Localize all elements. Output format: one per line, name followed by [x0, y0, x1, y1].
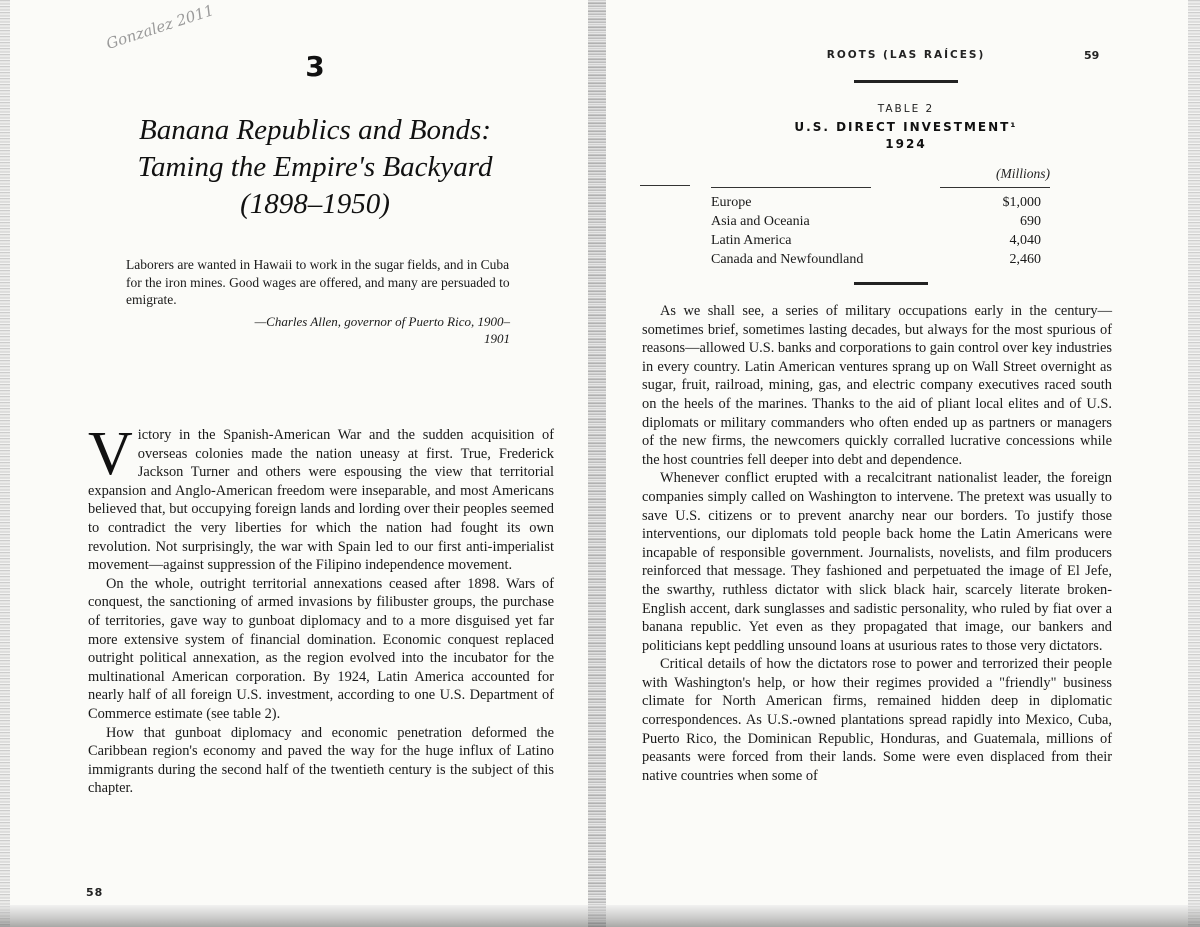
table-row — [711, 212, 1041, 231]
chapter-body — [642, 302, 1112, 785]
amount-cell: 690 — [1020, 214, 1041, 229]
investment-table — [711, 193, 1041, 269]
table-label: TABLE 2 — [877, 103, 935, 115]
chapter-title: Banana Republics and Bonds: Taming the Empire's Backyard (1898–1950) — [137, 114, 493, 220]
scan-edge — [1188, 0, 1200, 927]
left-page — [0, 0, 594, 927]
running-head: ROOTS (LAS RAÍCES) — [826, 49, 986, 61]
body-paragraph: Victory in the Spanish-American War and the sudden acquisition of overseas colonies made the nation uneasy at first. True, Frederick Jackson Turner and others were espousing the view that territorial expansion and Anglo-American freedom were inseparable, and most Americans believed that, but occupying foreign lands and lording over their peoples seemed to contradict the very liberties for which the nation had fought its own revolution. Not surprisingly, the war with Spain led to our first anti-imperialist movement—against suppression of the Filipino independence movement. — [88, 420, 554, 574]
region-cell: Latin America — [711, 233, 792, 248]
page-number: 58 — [86, 886, 104, 899]
amount-cell: 4,040 — [1009, 233, 1041, 248]
amount-cell: 2,460 — [1009, 252, 1041, 267]
table-header-rule — [711, 187, 871, 188]
body-paragraph: As we shall see, a series of military occupations early in the century—sometimes brief, sometimes lasting decades, but always for the most spurious of reasons—allowed U.S. banks and corporations to gain control over key industries in every country. Latin American ventures sprang up on Wall Street overnight as sugar, fruit, railroad, mining, gas, and electric company executives raced south on the heels of the marines. Thanks to the aid of pliant local elites and of U.S. diplomats or military commanders who often ended up as partners or managers of the new firms, the newcomers quickly corralled lucrative concessions while the host countries fell deeper into debt and dependence. — [642, 303, 1112, 468]
table-bottom-rule — [854, 282, 928, 285]
body-paragraph: Critical details of how the dictators rose to power and terrorized their people with Washington's help, or how their regimes provided a "friendly" business climate for North American firms, remained hidden deep in diplomatic correspondences. As U.S.-owned plantations spread rapidly into Mexico, Cuba, Puerto Rico, the Dominican Republic, Honduras, and Guatemala, millions of peasants were forced from their lands. Some were even displaced from their native countries when some of — [642, 656, 1112, 784]
table-header-rule — [640, 185, 690, 186]
table-title: U.S. DIRECT INVESTMENT¹ 1924 — [726, 119, 1086, 153]
epigraph-attribution: —Charles Allen, governor of Puerto Rico, 1900–1901 — [254, 314, 510, 346]
region-cell: Asia and Oceania — [711, 214, 810, 229]
table-year: 1924 — [885, 137, 927, 151]
table-row — [711, 250, 1041, 269]
drop-cap: V — [88, 420, 133, 488]
chapter-number: 3 — [305, 50, 325, 83]
right-page — [606, 0, 1200, 927]
amount-cell: $1,000 — [1002, 195, 1041, 210]
body-paragraph: On the whole, outright territorial annexations ceased after 1898. Wars of conquest, the sanctioning of armed invasions by filibuster groups, the purchase of territories, gave way to gunboat diplomacy and to a more disguised yet far more extensive system of financial domination. Economic conquest replaced outright political annexation, as the region evolved into the incubator for the multinational American corporation. By 1924, Latin America accounted for nearly half of all foreign U.S. investment, according to one U.S. Department of Commerce estimate (see table 2). — [88, 575, 554, 722]
region-cell: Canada and Newfoundland — [711, 252, 864, 267]
body-paragraph: Whenever conflict erupted with a recalcitrant nationalist leader, the foreign companies simply called on Washington to intervene. The pretext was usually to save U.S. citizens or to prevent anarchy near our borders. To justify those interventions, our diplomats told people back home the Latin Americans were incapable of responsible government. Journalists, novelists, and film producers reinforced that message. They fashioned and perpetuated the image of El Jefe, the swarthy, ruthless dictator with slick black hair, scarcely literate broken-English accent, dark sunglasses and sadistic personality, who ruled by fiat over a banana republic. Yet even as they propagated that image, our bankers and politicians kept peddling unsound loans at usurious rates to those very dictators. — [642, 470, 1112, 654]
body-paragraph: How that gunboat diplomacy and economic penetration deformed the Caribbean region's economy and paved the way for the huge influx of Latino immigrants during the second half of the twentieth century is the subject of this chapter. — [88, 724, 554, 797]
epigraph-quote: Laborers are wanted in Hawaii to work in the sugar fields, and in Cuba for the iron mines. Good wages are offered, and many are persuaded to emigrate. — [126, 257, 510, 307]
table-row — [711, 193, 1041, 212]
region-cell: Europe — [711, 195, 752, 210]
table-header-rule — [940, 187, 1050, 188]
chapter-body — [88, 420, 554, 798]
table-top-rule — [854, 80, 958, 83]
table-unit-label: (Millions) — [996, 166, 1050, 181]
scan-edge — [0, 0, 10, 927]
scan-bottom-edge — [0, 905, 1200, 927]
table-row — [711, 231, 1041, 250]
page-number: 59 — [1084, 49, 1100, 62]
handwritten-note: Gonzalez 2011 — [103, 1, 217, 53]
